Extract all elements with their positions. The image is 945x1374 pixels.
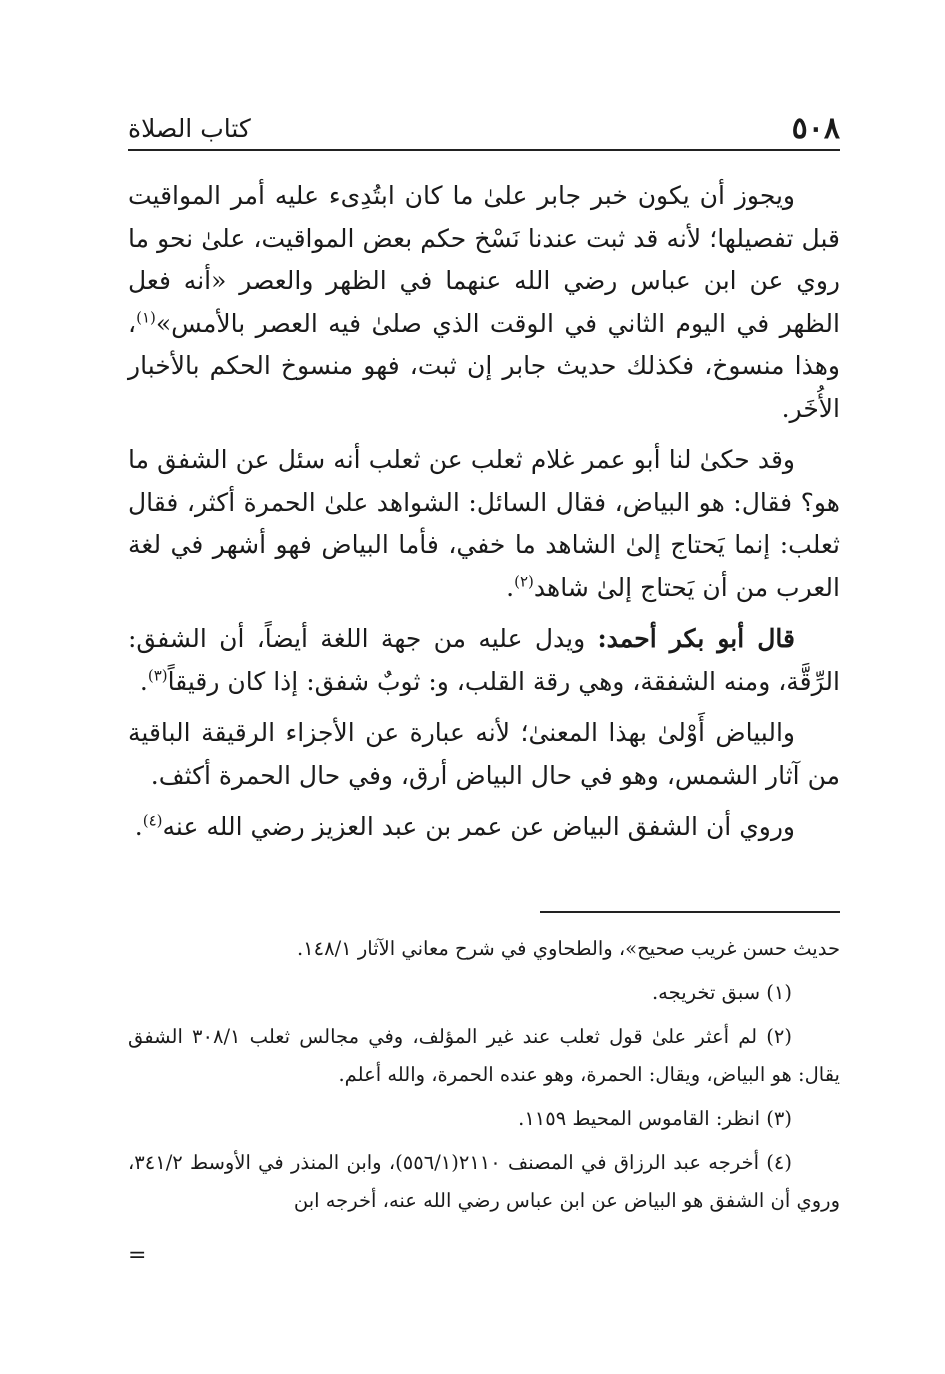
paragraph-text: . [134,812,143,841]
paragraph [128,175,840,430]
footnote-carry-over: حديث حسن غريب صحيح»، والطحاوي في شرح معاني الآثار ١٤٨/١. [296,937,840,960]
paragraph [128,618,840,703]
paragraph-text: . [139,666,148,696]
paragraph-text: ، وهذا منسوخ، فكذلك حديث جابر إن ثبت، فهو منسوخ الحكم بالأخبار الأُخَر. [128,308,840,423]
footnote-ref: (٤) [142,811,163,830]
paragraph-text: وقد حكىٰ لنا أبو عمر غلام ثعلب عن ثعلب أنه سئل عن الشفق ما هو؟ فقال: هو البياض، فقال السائل: الشواهد علىٰ الحمرة أكثر، فقال ثعلب: إنما يَحتاج إلىٰ الشاهد ما خفي، فأما البياض فهو أشهر في لغة العرب من أن يَحتاج إلىٰ شاهد [128,445,840,602]
footnote-ref: (٢) [514,572,534,591]
paragraph [128,712,840,797]
footnote-4: (٤) أخرجه عبد الرزاق في المصنف ٢١١٠(٥٥٦/١)، وابن المنذر في الأوسط ٣٤١/٢، وروي أن الشفق هو البياض عن ابن عباس رضي الله عنه، أخرجه ابن [128,1151,840,1212]
paragraph-text: والبياض أَوْلىٰ بهذا المعنىٰ؛ لأنه عبارة عن الأجزاء الرقيقة الباقية من آثار الشمس، وهو في حال البياض أرق، وفي حال الحمرة أكثف. [128,718,840,790]
paragraph [128,806,840,849]
main-text [128,175,840,858]
paragraph-text: وروي أن الشفق البياض عن عمر بن عبد العزيز رضي الله عنه [162,812,795,841]
paragraph-text: . [506,572,515,602]
footnote-1: (١) سبق تخريجه. [651,981,792,1004]
page-number: ٥٠٨ [791,111,840,146]
running-title: كتاب الصلاة [128,114,251,143]
paragraph [128,439,840,609]
paragraph-text: ويجوز أن يكون خبر جابر علىٰ ما كان ابتُدِىء عليه أمر المواقيت قبل تفصيلها؛ لأنه قد ثبت عندنا نَسْخ حكم بعض المواقيت، علىٰ نحو ما روي عن ابن عباس رضي الله عنهما في الظهر والعصر «أنه فعل الظهر في اليوم الثاني في الوقت الذي صلىٰ فيه العصر بالأمس» [128,181,840,338]
footnote-3: (٣) انظر: القاموس المحيط ١١٥٩. [518,1107,792,1130]
footnote-ref: (٣) [147,666,168,685]
footnote-ref: (١) [136,308,156,327]
footnotes [128,930,840,1226]
paragraph-text: ويدل عليه من جهة اللغة أيضاً، أن الشفق: الرِّقَّة، ومنه الشفقة، وهي رقة القلب، و: ثوبٌ شفق: إذا كان رقيقاً [128,624,840,696]
footnote-separator [540,911,840,913]
footnote-2: (٢) لم أعثر علىٰ قول ثعلب عند غير المؤلف، وفي مجالس ثعلب ٣٠٨/١ الشفق يقال: هو البياض، ويقال: الحمرة، وهو عنده الحمرة، والله أعلم. [128,1025,840,1086]
page-header [128,105,840,151]
speaker-label: قال أبو بكر أحمد: [597,624,795,653]
continuation-mark: = [128,1243,147,1268]
